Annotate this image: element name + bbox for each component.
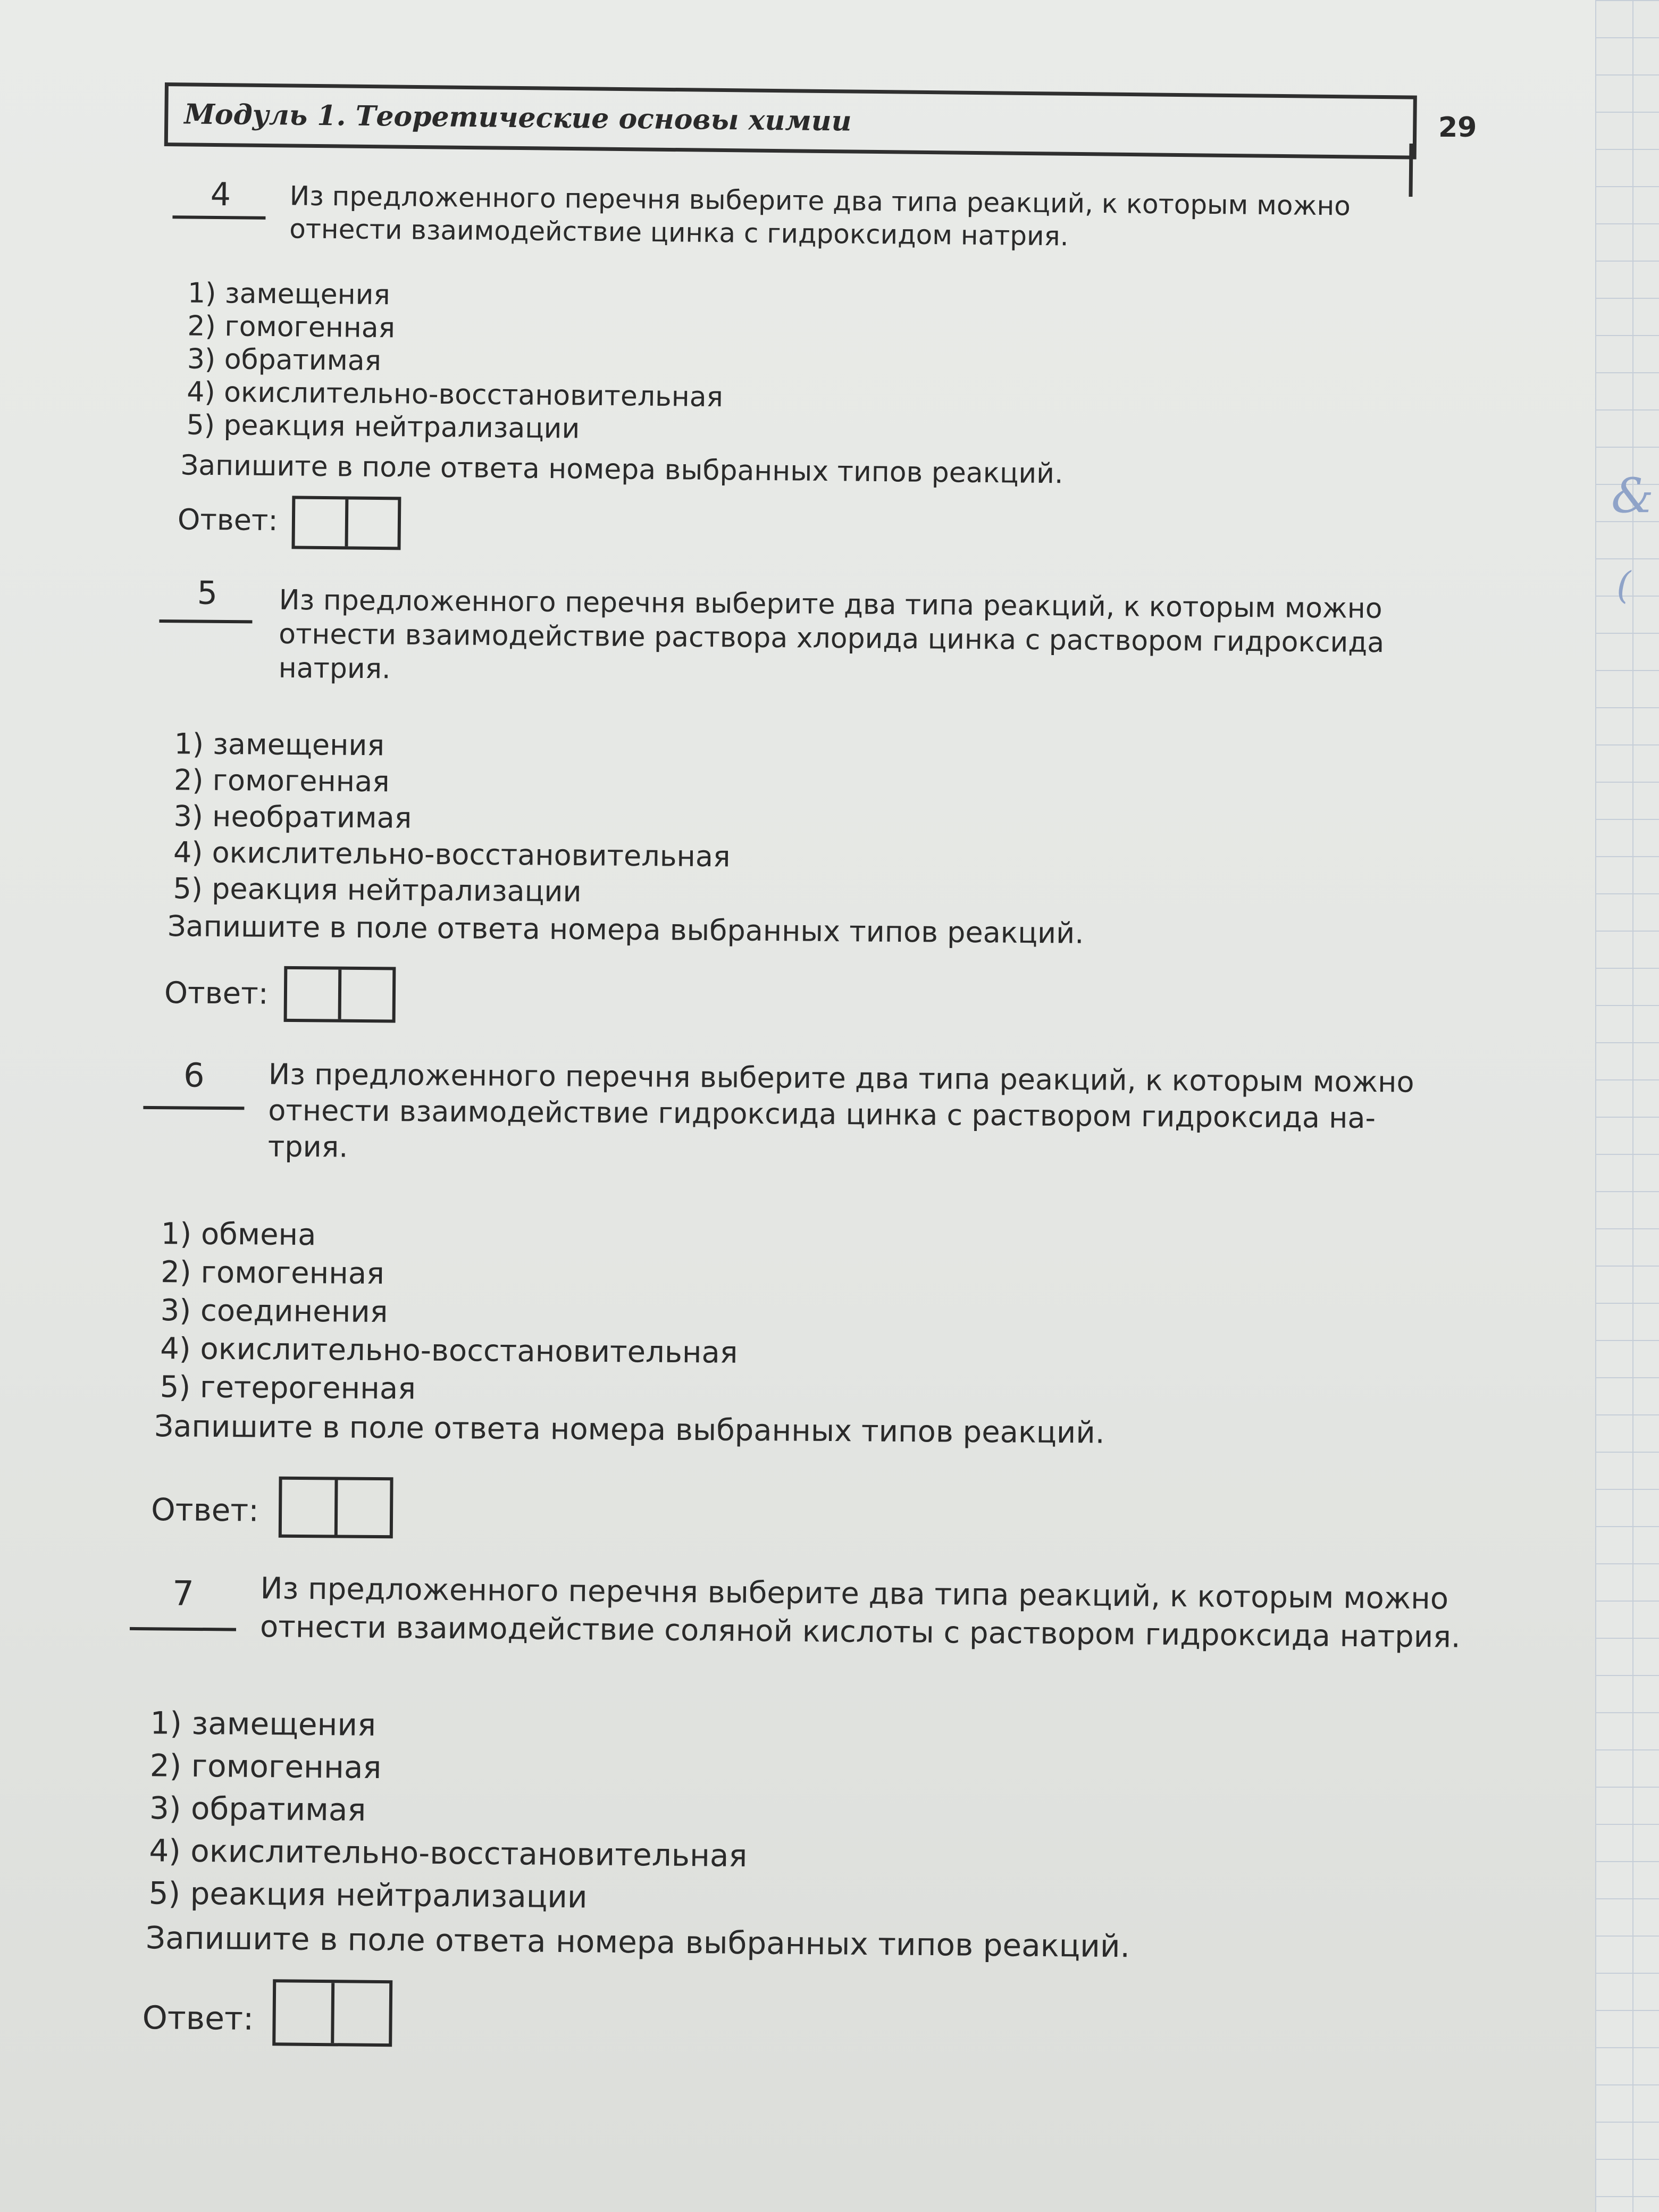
answer-cell-2[interactable] <box>338 970 393 1020</box>
option-item: 2) гомогенная <box>149 1747 382 1786</box>
option-item: 5) реакция нейтрализации <box>148 1875 588 1915</box>
option-item: 3) необратимая <box>173 799 412 835</box>
question-line: Из предложенного перечня выберите два типа реакций, к которым можно <box>260 1571 1449 1616</box>
answer-instruction: Запишите в поле ответа номера выбранных типов реакций. <box>145 1920 1130 1965</box>
task-question <box>279 583 1385 694</box>
question-line: Из предложенного перечня выберите два типа реакций, к которым можно <box>289 180 1351 222</box>
answer-field[interactable] <box>291 496 401 550</box>
option-item: 1) замещения <box>150 1705 376 1743</box>
pen-scribble-icon: ( <box>1616 564 1631 607</box>
option-item: 5) реакция нейтрализации <box>173 872 582 909</box>
answer-label: Ответ: <box>164 976 269 1011</box>
option-item: 4) окислительно-восстановительная <box>149 1832 748 1874</box>
option-item: 5) реакция нейтрализации <box>186 409 580 445</box>
task-question <box>260 1570 1461 1657</box>
option-item: 3) соединения <box>160 1293 388 1330</box>
option-item: 1) обмена <box>161 1217 316 1253</box>
option-item: 2) гомогенная <box>187 310 396 345</box>
task-number: 6 <box>183 1055 205 1095</box>
option-item: 2) гомогенная <box>161 1255 385 1292</box>
answer-cell-2[interactable] <box>331 1983 389 2043</box>
task-number-underline <box>130 1627 236 1631</box>
task-number-underline <box>172 215 265 220</box>
answer-cell-2[interactable] <box>345 499 398 547</box>
answer-cell-1[interactable] <box>282 1480 334 1535</box>
option-item: 4) окислительно-восстановительная <box>186 376 724 414</box>
question-line: Из предложенного перечня выберите два типа реакций, к которым можно <box>279 584 1382 625</box>
question-line: трия. <box>267 1129 348 1164</box>
option-item: 4) окислительно-восстановительная <box>160 1331 738 1370</box>
question-line: отнести взаимодействие соляной кислоты с раствором гидроксида натрия. <box>259 1610 1461 1655</box>
answer-label: Ответ: <box>142 1999 254 2038</box>
answer-field[interactable] <box>284 966 396 1023</box>
answer-label: Ответ: <box>177 502 278 538</box>
module-header <box>164 82 1417 160</box>
pen-scribble-icon: & <box>1611 468 1654 524</box>
option-item: 2) гомогенная <box>173 763 390 799</box>
answer-instruction: Запишите в поле ответа номера выбранных типов реакций. <box>154 1409 1105 1451</box>
page-number: 29 <box>1438 112 1477 144</box>
question-line: натрия. <box>278 652 391 685</box>
answer-instruction: Запишите в поле ответа номера выбранных типов реакций. <box>167 909 1084 950</box>
answer-cell-1[interactable] <box>287 969 339 1019</box>
question-line: отнести взаимодействие цинка с гидроксидом натрия. <box>289 213 1069 252</box>
question-line: отнести взаимодействие гидроксида цинка с раствором гидроксида на- <box>268 1093 1376 1135</box>
header-border-tail <box>1409 144 1413 197</box>
options-list <box>173 726 731 911</box>
option-item: 1) замещения <box>174 727 385 763</box>
options-list <box>186 277 724 447</box>
options-list <box>148 1702 748 1920</box>
option-item: 5) гетерогенная <box>160 1370 416 1406</box>
options-list <box>160 1215 739 1411</box>
answer-instruction: Запишите в поле ответа номера выбранных типов реакций. <box>180 449 1063 490</box>
option-item: 1) замещения <box>187 277 391 312</box>
task-question <box>289 179 1351 255</box>
option-item: 4) окислительно-восстановительная <box>173 835 731 874</box>
option-item: 3) обратимая <box>149 1790 366 1828</box>
task-number: 7 <box>172 1574 195 1614</box>
answer-cell-1[interactable] <box>275 1982 331 2043</box>
answer-field[interactable] <box>272 1979 392 2047</box>
question-line: Из предложенного перечня выберите два типа реакций, к которым можно <box>268 1057 1414 1099</box>
graph-paper-background <box>1595 0 1659 2212</box>
task-number-underline <box>159 619 252 623</box>
task-number: 5 <box>197 574 218 612</box>
module-title: Модуль 1. Теоретические основы химии <box>184 98 852 138</box>
answer-cell-2[interactable] <box>334 1480 390 1535</box>
task-number: 4 <box>210 175 231 214</box>
question-line: отнести взаимодействие раствора хлорида цинка с раствором гидроксида <box>279 618 1385 659</box>
option-item: 3) обратимая <box>187 343 382 378</box>
answer-cell-1[interactable] <box>295 499 345 546</box>
task-question <box>268 1057 1414 1173</box>
answer-label: Ответ: <box>150 1492 259 1529</box>
task-number-underline <box>143 1106 244 1110</box>
answer-field[interactable] <box>279 1477 393 1538</box>
